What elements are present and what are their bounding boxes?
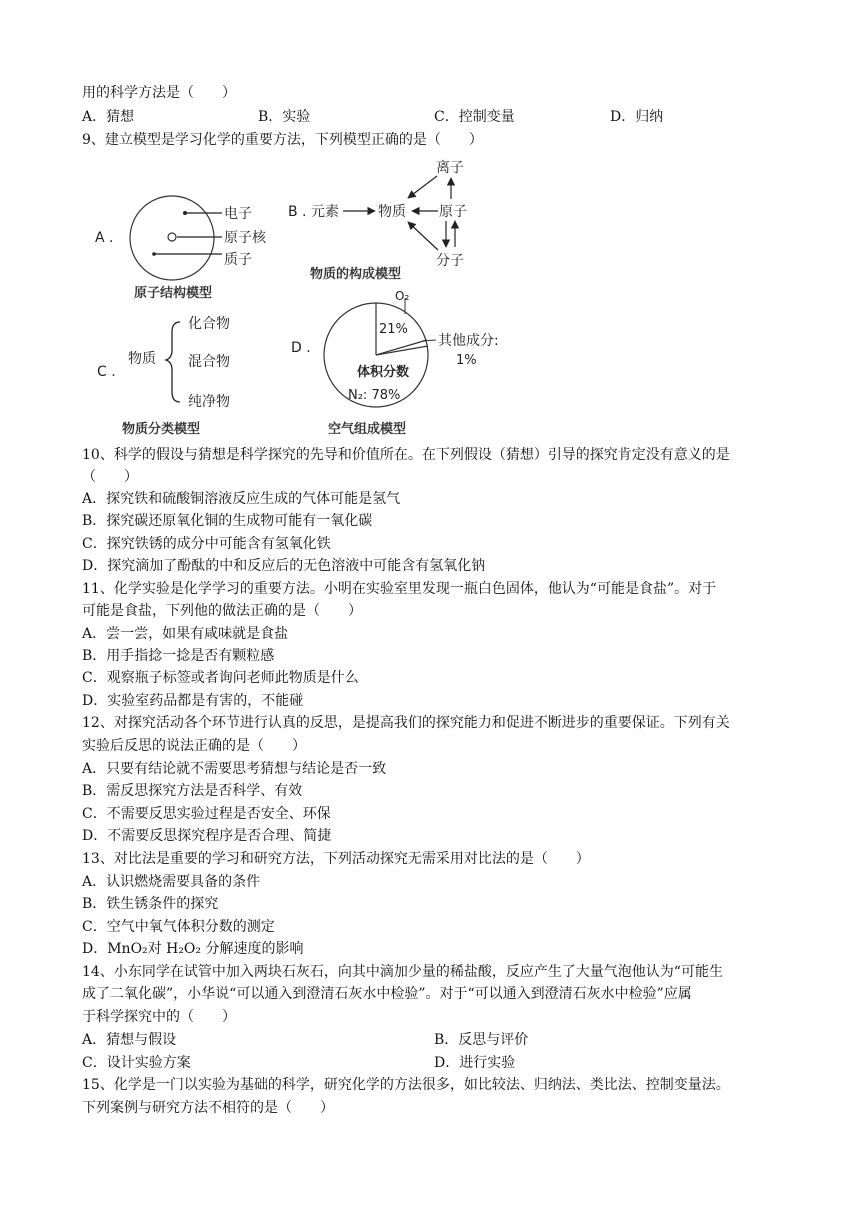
q14-option-d: D．进行实验 <box>434 1055 516 1071</box>
q14-stem-line2: 成了二氧化碳”，小华说“可以通入到澄清石灰水中检验”。对于“可以通入到澄清石灰水中检验”应属 <box>82 986 692 1002</box>
q15-stem-line1: 15、化学是一门以实验为基础的科学，研究化学的方法很多，如比较法、归纳法、类比法、控制变量法。 <box>82 1077 730 1093</box>
node-ion: 离子 <box>436 160 464 176</box>
branch-mixture: 混合物 <box>188 354 230 370</box>
classification-brace <box>166 322 180 402</box>
node-molecule: 分子 <box>436 253 464 269</box>
panel-c-classification-model <box>97 315 230 437</box>
q13-option-c: C．空气中氧气体积分数的测定 <box>82 919 275 935</box>
q15-stem-line2: 下列案例与研究方法不相符的是（ ） <box>82 1100 334 1116</box>
label-o2: O₂ <box>395 289 410 303</box>
caption-atom-model: 原子结构模型 <box>134 286 213 301</box>
q10-option-b: B．探究碳还原氧化铜的生成物可能有一氧化碳 <box>82 513 373 529</box>
q10-stem-line2: （ ） <box>82 469 138 485</box>
q13-stem: 13、对比法是重要的学习和研究方法，下列活动探究无需采用对比法的是（ ） <box>82 851 590 867</box>
panel-a-atom-model <box>95 196 267 301</box>
panel-c-letter: C . <box>97 364 116 380</box>
label-other-pct: 1% <box>456 353 477 368</box>
q12-option-a: A．只要有结论就不需要思考猜想与结论是否一致 <box>82 761 387 777</box>
q14-option-c: C．设计实验方案 <box>82 1055 191 1071</box>
q11-option-d: D．实验室药品都是有害的，不能碰 <box>82 693 304 709</box>
q8-option-a: A．猜想 <box>82 109 135 125</box>
nucleus-circle <box>168 233 176 241</box>
caption-composition-model: 物质的构成模型 <box>310 267 402 282</box>
q10-option-c: C．探究铁锈的成分中可能含有氢氧化铁 <box>82 536 331 552</box>
q14-option-a: A．猜想与假设 <box>82 1032 177 1048</box>
panel-b-letter: B . <box>288 204 307 220</box>
arrow-molecule-to-substance <box>408 222 438 250</box>
q11-option-c: C．观察瓶子标签或者询问老师此物质是什么 <box>82 670 359 686</box>
q11-stem-line1: 11、化学实验是化学学习的重要方法。小明在实验室里发现一瓶白色固体，他认为“可能是食盐”。对于 <box>82 581 717 597</box>
label-n2: N₂: 78% <box>348 388 401 403</box>
panel-d-air-model <box>291 289 499 437</box>
q9-figure <box>88 150 528 440</box>
q8-option-d: D．归纳 <box>610 109 664 125</box>
q12-option-d: D．不需要反思探究程序是否合理、简捷 <box>82 828 332 844</box>
q14-stem-line3: 于科学探究中的（ ） <box>82 1009 236 1025</box>
q12-stem-line1: 12、对探究活动各个环节进行认真的反思，是提高我们的探究能力和促进不断进步的重要保证。下列有关 <box>82 715 730 731</box>
label-nucleus: 原子核 <box>224 230 266 246</box>
label-electron: 电子 <box>224 206 252 222</box>
q8-stem-tail: 用的科学方法是（ ） <box>82 85 236 101</box>
caption-classification-model: 物质分类模型 <box>122 422 201 437</box>
node-substance: 物质 <box>378 204 406 220</box>
caption-air-model: 空气组成模型 <box>328 422 407 437</box>
label-other: 其他成分: <box>438 333 499 349</box>
panel-b-composition-model <box>288 160 467 282</box>
q11-stem-line2: 可能是食盐，下列他的做法正确的是（ ） <box>82 603 362 619</box>
node-atom: 原子 <box>439 204 467 220</box>
q11-option-a: A．尝一尝，如果有咸味就是食盐 <box>82 626 289 642</box>
q13-option-d: D．MnO₂对 H₂O₂ 分解速度的影响 <box>82 941 304 957</box>
q10-option-a: A．探究铁和硫酸铜溶液反应生成的气体可能是氢气 <box>82 491 401 507</box>
panel-d-letter: D . <box>291 340 311 356</box>
label-proton: 质子 <box>224 252 252 268</box>
q11-option-b: B．用手指捻一捻是否有颗粒感 <box>82 648 275 664</box>
label-o2-pct: 21% <box>379 322 408 337</box>
node-element: 元素 <box>311 204 339 220</box>
q14-option-b: B．反思与评价 <box>434 1032 529 1048</box>
label-volume-fraction: 体积分数 <box>357 365 410 380</box>
q10-option-d: D．探究滴加了酚酞的中和反应后的无色溶液中可能含有氢氧化钠 <box>82 558 486 574</box>
q8-option-c: C．控制变量 <box>434 109 515 125</box>
branch-compound: 化合物 <box>188 316 230 332</box>
q9-stem: 9、建立模型是学习化学的重要方法，下列模型正确的是（ ） <box>82 132 483 148</box>
panel-a-letter: A . <box>95 230 114 246</box>
q14-stem-line1: 14、小东同学在试管中加入两块石灰石，向其中滴加少量的稀盐酸，反应产生了大量气泡他认为“可能生 <box>82 964 723 980</box>
q12-option-c: C．不需要反思实验过程是否安全、环保 <box>82 806 331 822</box>
arrow-ion-to-substance <box>408 176 437 198</box>
q13-option-b: B．铁生锈条件的探究 <box>82 896 219 912</box>
q13-option-a: A．认识燃烧需要具备的条件 <box>82 874 261 890</box>
branch-pure-substance: 纯净物 <box>188 394 230 410</box>
q8-option-b: B．实验 <box>258 109 311 125</box>
node-root-substance: 物质 <box>128 351 156 367</box>
q12-option-b: B．需反思探究方法是否科学、有效 <box>82 783 303 799</box>
q12-stem-line2: 实验后反思的说法正确的是（ ） <box>82 738 306 754</box>
q10-stem-line1: 10、科学的假设与猜想是科学探究的先导和价值所在。在下列假设（猜想）引导的探究肯定没有意义的是 <box>82 447 730 463</box>
